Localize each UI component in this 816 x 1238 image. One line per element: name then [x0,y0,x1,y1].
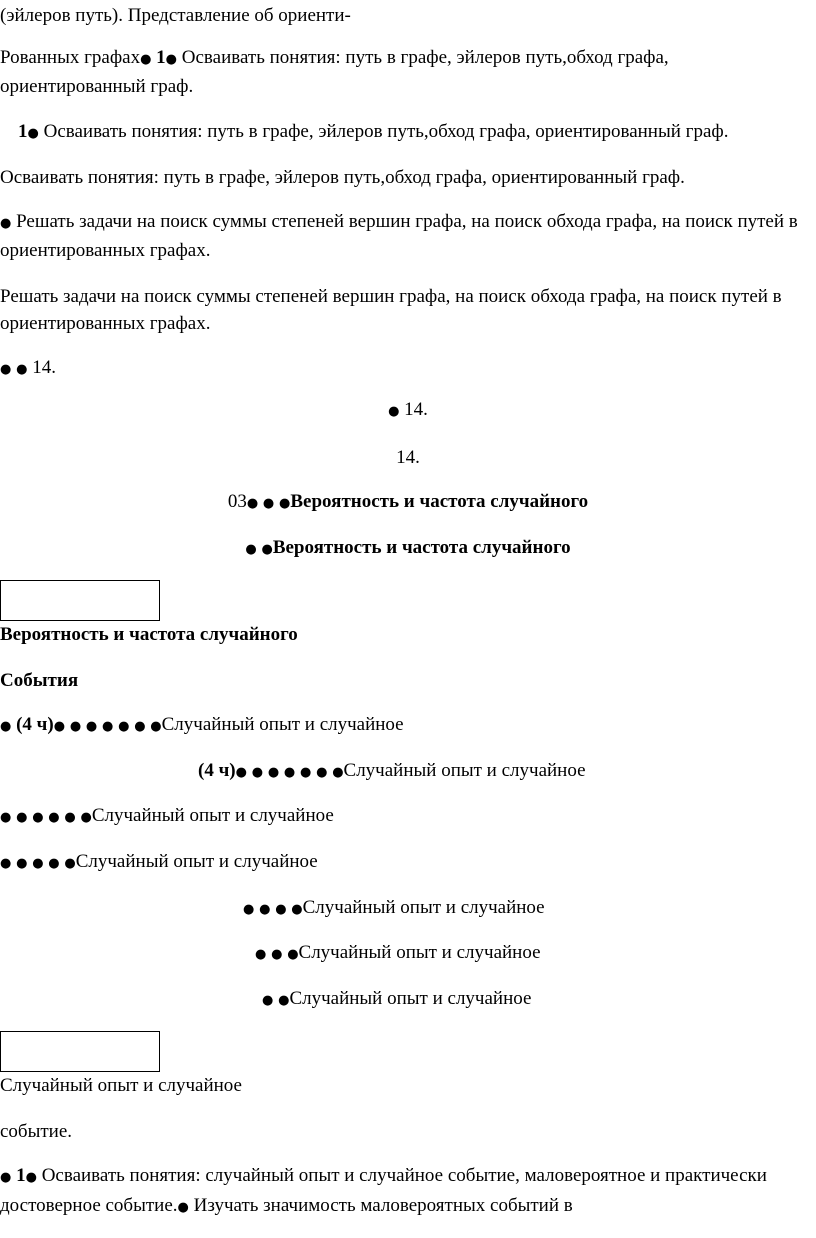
text-line [0,623,298,647]
bullet-icon: ● [235,765,247,780]
bullet-icon: ● [64,856,76,871]
text-line [0,1120,72,1144]
text-paragraph [0,1162,786,1222]
text: 03 [227,491,247,512]
text: Вероятность и частота случайного [0,624,298,645]
text-paragraph [0,283,800,337]
text: Случайный опыт и случайное [343,760,586,781]
number: 1 [18,121,28,142]
bullet-icon: ● [16,810,28,825]
text: 14. [399,399,428,420]
bullet-icon: ● [102,719,114,734]
bullet-icon: ● [255,947,267,962]
text-line [0,4,351,28]
text: Решать задачи на поиск суммы степеней вершин графа, на поиск обхода графа, на поиск путей в ориентированных графах. [0,286,782,334]
text: Осваивать понятия: путь в графе, эйлеров путь,обход графа, ориентированный граф. [0,167,685,188]
text-line [0,804,334,830]
bullet-icon: ● [25,1170,37,1185]
bullet-icon: ● [243,902,255,917]
bullet-icon: ● [69,719,82,734]
text-line [0,398,816,424]
text: Случайный опыт и случайное [75,851,318,872]
text: событие. [0,1121,73,1142]
bullet-icon: ● [291,902,303,917]
text-line [0,536,816,562]
text-line [255,941,541,967]
bullet-icon: ● [118,719,130,734]
text: Осваивать понятия: путь в графе, эйлеров путь,обход графа, ориентированный граф. [38,121,729,142]
table-cell-box [0,1031,160,1072]
text: Случайный опыт и случайное [289,988,532,1009]
bullet-icon: ● [48,810,60,825]
bullet-icon: ● [271,947,283,962]
bullet-icon: ● [0,719,12,734]
bullet-icon: ● [300,765,312,780]
number: 1 [156,47,166,68]
text: Осваивать понятия: путь в графе, эйлеров путь,обход графа, ориентированный граф. [0,47,669,97]
bullet-icon: ● [80,810,92,825]
text-line [0,166,685,190]
bullet-icon: ● [32,856,44,871]
text: Осваивать понятия: случайный опыт и случайное событие, маловероятное и практически достоверное событие. [0,1165,786,1216]
bullet-icon: ● [64,810,76,825]
bullet-icon: ● [0,216,12,231]
text: Рованных графах [0,47,141,68]
bullet-icon: ● [259,902,271,917]
bullet-icon: ● [177,1200,189,1215]
text: (4 ч) [198,760,236,781]
text-line [243,896,545,922]
bullet-icon: ● [279,496,291,511]
text: (4 ч) [11,714,54,735]
bullet-icon: ● [261,542,273,557]
text-line [0,490,816,516]
bullet-icon: ● [283,765,296,780]
number: 1 [16,1165,26,1186]
bullet-icon: ● [246,496,259,511]
bullet-icon: ● [278,993,290,1008]
bullet-icon: ● [16,856,28,871]
bullet-icon: ● [0,856,12,871]
bullet-icon: ● [0,362,12,377]
bullet-icon: ● [388,404,400,419]
bullet-icon: ● [140,52,152,67]
bullet-icon: ● [0,1170,12,1185]
text-line [0,446,816,470]
table-cell-box [0,580,160,621]
text-line [0,1074,242,1098]
text: 14. [396,447,420,468]
bullet-icon: ● [134,719,146,734]
bullet-icon: ● [251,765,264,780]
bullet-icon: ● [165,52,178,67]
bullet-icon: ● [0,810,12,825]
bullet-icon: ● [316,765,328,780]
text: Вероятность и частота случайного [290,491,589,512]
text: Изучать значимость маловероятных событий в [188,1195,573,1216]
text-line [262,987,531,1013]
bullet-icon: ● [150,719,162,734]
bullet-icon: ● [53,719,66,734]
bullet-icon: ● [245,542,257,557]
text: Случайный опыт и случайное [91,805,334,826]
bullet-icon: ● [332,765,344,780]
text-line [198,759,586,785]
bullet-icon: ● [262,993,274,1008]
text-paragraph [0,208,816,264]
text-line [18,120,728,146]
text-line [0,850,318,876]
text: Случайный опыт и случайное [302,897,545,918]
text-line [0,669,78,693]
bullet-icon: ● [16,362,28,377]
text-paragraph [0,44,800,100]
text: Случайный опыт и случайное [298,942,541,963]
text-line [0,713,404,739]
bullet-icon: ● [48,856,60,871]
text: Случайный опыт и случайное [161,714,404,735]
text: Решать задачи на поиск суммы степеней вершин графа, на поиск обхода графа, на поиск путей в ориентированных графах. [0,211,798,261]
text: Вероятность и частота случайного [272,537,571,558]
text: 14. [27,357,56,378]
text: Случайный опыт и случайное [0,1075,242,1096]
bullet-icon: ● [275,902,287,917]
bullet-icon: ● [27,126,39,141]
text: (эйлеров путь). Представление об ориенти- [0,5,351,26]
text: События [0,670,79,691]
bullet-icon: ● [267,765,280,780]
text-line [0,356,56,382]
bullet-icon: ● [85,719,98,734]
bullet-icon: ● [32,810,44,825]
bullet-icon: ● [287,947,299,962]
bullet-icon: ● [262,496,275,511]
